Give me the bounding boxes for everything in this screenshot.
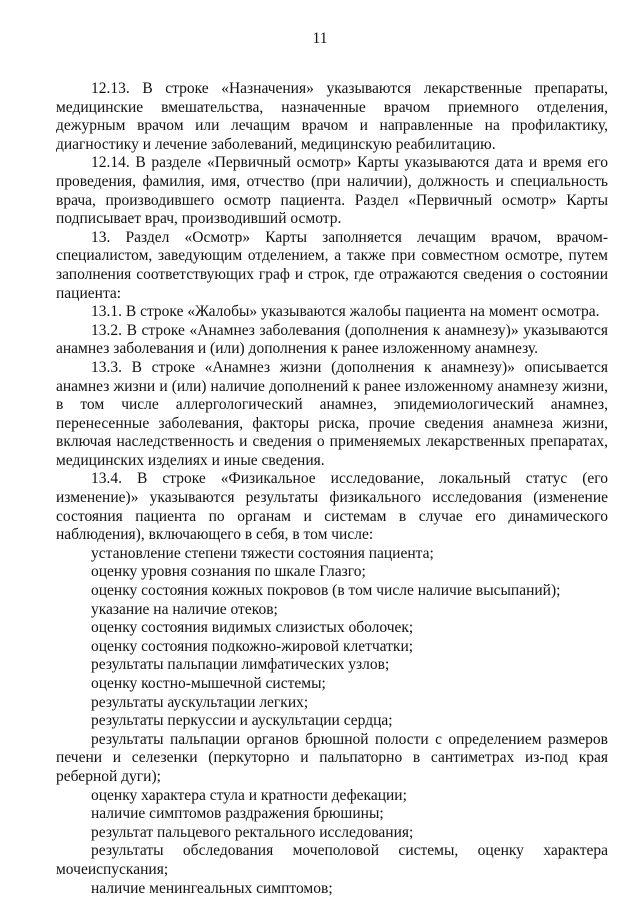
- page-number: 11: [312, 30, 328, 47]
- list-item: оценку костно-мышечной системы;: [91, 675, 326, 692]
- paragraph-12-13: 12.13. В строке «Назначения» указываются лекарственные препараты, медицинские вмешательства, назначенные врачом приемного отделения, дежурным врачом или лечащим врачом и направленные на профилактику, диагностику и лечение заболеваний, медицинскую реабилитацию.: [56, 80, 608, 153]
- paragraph-13-4: 13.4. В строке «Физикальное исследование, локальный статус (его изменение)» указываются результаты физикального исследования (изменение состояния пациента по органам и системам в случае его динамического наблюдения), включающего в себя, в том числе:: [56, 470, 608, 544]
- paragraph-13: 13. Раздел «Осмотр» Карты заполняется лечащим врачом, врачом-специалистом, заведующим отделением, а также при совместном осмотре, путем заполнения соответствующих граф и строк, где отражаются сведения о состоянии пациента:: [56, 228, 608, 302]
- paragraph-12-14: 12.14. В разделе «Первичный осмотр» Карты указываются дата и время его проведения, фамилия, имя, отчество (при наличии), должность и специальность врача, производившего осмотр пациента. Раздел «Первичный осмотр» Карты подписывает врач, производивший осмотр.: [56, 154, 608, 228]
- list-item: оценку состояния видимых слизистых оболочек;: [91, 619, 414, 637]
- list-item: результат пальцевого ректального исследования;: [91, 823, 414, 841]
- paragraph-13-2: 13.2. В строке «Анамнез заболевания (дополнения к анамнезу)» указываются анамнез заболевания и (или) дополнения к ранее изложенному анамнезу.: [56, 321, 608, 358]
- list-item: результаты пальпации органов брюшной полости с определением размеров печени и селезенки (перкуторно и пальпаторно в сантиметрах из-под края реберной дуги);: [56, 730, 608, 785]
- list-item: установление степени тяжести состояния пациента;: [91, 544, 434, 562]
- list-item: наличие менингеальных симптомов;: [91, 879, 333, 897]
- list-item: результаты аускультации легких;: [91, 693, 309, 711]
- paragraph-13-1: 13.1. В строке «Жалобы» указываются жалобы пациента на момент осмотра.: [91, 303, 600, 321]
- document-body: [56, 80, 608, 898]
- list-item: наличие симптомов раздражения брюшины;: [91, 805, 384, 823]
- list-item: результаты перкуссии и аускультации сердца;: [91, 712, 393, 730]
- list-item: результаты обследования мочеполовой системы, оценку характера мочеиспускания;: [56, 842, 608, 878]
- paragraph-13-3: 13.3. В строке «Анамнез жизни (дополнения к анамнезу)» описывается анамнез жизни и (или) наличие дополнений к ранее изложенному анамнезу жизни, в том числе аллергологический анамнез, эпидемиологический анамнез, перенесенные заболевания, факторы риска, прочие сведения анамнеза жизни, включая наследственность и сведения о применяемых лекарственных препаратах, медицинских изделиях и иные сведения.: [56, 358, 608, 469]
- list-item: оценку уровня сознания по шкале Глазго;: [91, 563, 366, 581]
- list-item: оценку состояния кожных покровов (в том числе наличие высыпаний);: [91, 582, 561, 600]
- list-item: результаты пальпации лимфатических узлов;: [91, 656, 390, 674]
- list-item: указание на наличие отеков;: [91, 600, 278, 618]
- list-item: оценку характера стула и кратности дефекации;: [91, 786, 407, 804]
- list-item: оценку состояния подкожно-жировой клетчатки;: [91, 637, 414, 655]
